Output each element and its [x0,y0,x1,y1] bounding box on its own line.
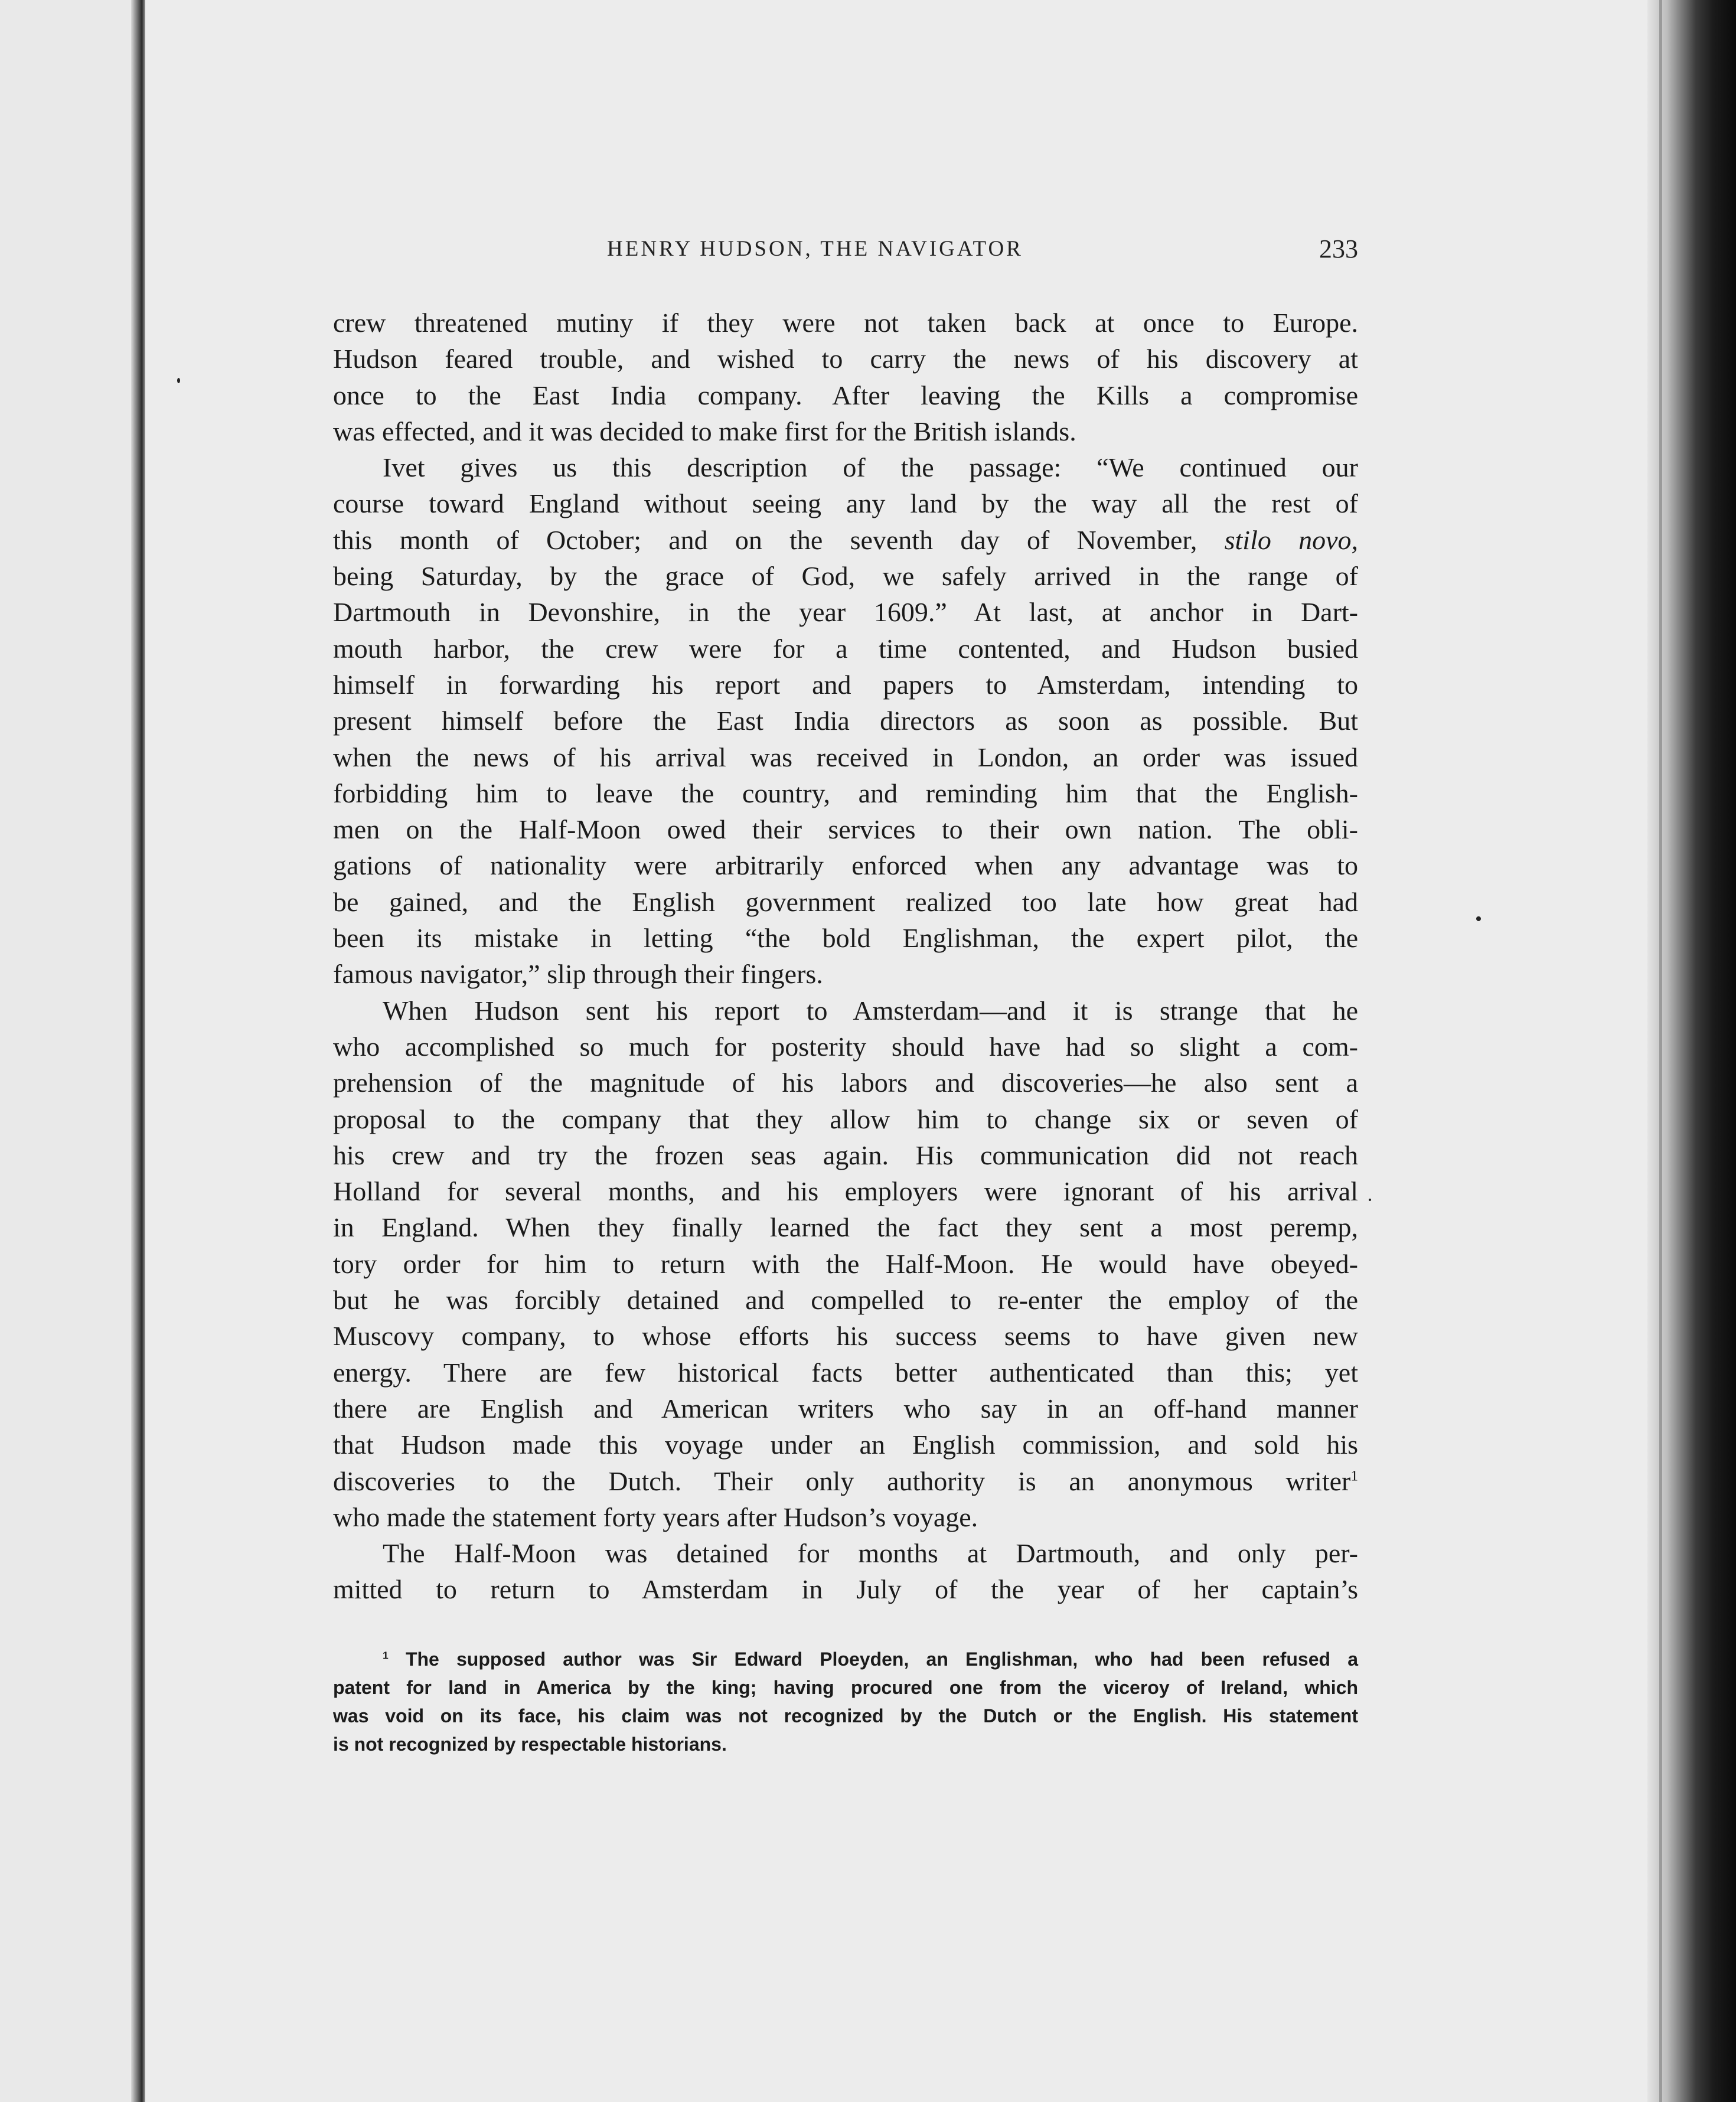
paragraph-start: The Half-Moon was detained for months at Dartmouth, and only per- [383,1538,1358,1569]
text-line: proposal to the company that they allow him to change six or seven of [333,1104,1358,1134]
paragraph-start: When Hudson sent his report to Amsterdam—and it is strange that he [383,995,1358,1026]
running-head: HENRY HUDSON, THE NAVIGATOR [607,237,1023,261]
text-line: Holland for several months, and his employers were ignorant of his arrival [333,1176,1358,1207]
text-line: was effected, and it was decided to make first for the British islands. [333,416,1076,446]
page-edge-shadow [1647,0,1736,2102]
text-line: but he was forcibly detained and compelled to re-enter the employ of the [333,1285,1358,1316]
footnote-line: was void on its face, his claim was not recognized by the Dutch or the English. His statement [333,1705,1358,1726]
footnote-text: The supposed author was Sir Edward Ploeyden, an Englishman, who had been refused a [405,1649,1358,1670]
text-line: in England. When they finally learned the fact they sent a most peremp, [333,1212,1358,1243]
text-line: who accomplished so much for posterity should have had so slight a com- [333,1031,1358,1062]
text-line: tory order for him to return with the Half-Moon. He would have obeyed- [333,1248,1358,1279]
text-line: there are English and American writers who say in an off-hand manner [333,1393,1358,1424]
text-line: men on the Half-Moon owed their services to their own nation. The obli- [333,814,1358,845]
paper-speck [1369,1199,1371,1201]
text-line: be gained, and the English government realized too late how great had [333,886,1358,917]
text-line: energy. There are few historical facts better authenticated than this; yet [333,1357,1358,1388]
footnote-number: 1 [383,1649,389,1662]
text-line: famous navigator,” slip through their fingers. [333,959,823,990]
footnote-line: is not recognized by respectable historians. [333,1734,727,1755]
text-line: that Hudson made this voyage under an English commission, and sold his [333,1429,1358,1460]
text-line: once to the East India company. After leaving the Kills a compromise [333,380,1358,410]
text-line: himself in forwarding his report and papers to Amsterdam, intending to [333,669,1358,700]
text-line: been its mistake in letting “the bold Englishman, the expert pilot, the [333,923,1358,954]
text-line: when the news of his arrival was received in London, an order was issued [333,742,1358,772]
text-line: prehension of the magnitude of his labors and discoveries—he also sent a [333,1068,1358,1098]
text-line: present himself before the East India directors as soon as possible. But [333,706,1358,736]
text-line: his crew and try the frozen seas again. His communication did not reach [333,1140,1358,1170]
footnote-line: patent for land in America by the king; having procured one from the viceroy of Ireland, which [333,1677,1358,1698]
text-segment: this month of October; and on the seventh day of November, [333,524,1197,555]
text-segment: discoveries to the Dutch. Their only authority is an anonymous writer [333,1465,1351,1496]
text-line: gations of nationality were arbitrarily enforced when any advantage was to [333,850,1358,881]
footnote-line [333,1645,1358,1673]
page-number: 233 [1319,234,1358,263]
italic-phrase: stilo novo, [1224,524,1359,555]
footnote-marker: 1 [1350,1467,1358,1484]
text-line: course toward England without seeing any land by the way all the rest of [333,488,1358,519]
text-line: being Saturday, by the grace of God, we safely arrived in the range of [333,561,1358,592]
page-header [333,234,1358,269]
text-line: who made the statement forty years after Hudson’s voyage. [333,1502,978,1532]
text-line: forbidding him to leave the country, and reminding him that the English- [333,778,1358,808]
facing-page-edge [0,0,137,2102]
text-line: Hudson feared trouble, and wished to carry the news of his discovery at [333,344,1358,374]
footnote [333,1645,1358,1758]
text-line: Muscovy company, to whose efforts his success seems to have given new [333,1321,1358,1352]
text-line-with-note [333,1463,1358,1499]
body-text [333,305,1358,1608]
text-line: mitted to return to Amsterdam in July of the year of her captain’s [333,1574,1358,1605]
book-gutter [131,0,146,2102]
text-line: crew threatened mutiny if they were not taken back at once to Europe. [333,308,1358,338]
text-line: Dartmouth in Devonshire, in the year 1609.” At last, at anchor in Dart- [333,597,1358,628]
text-line: mouth harbor, the crew were for a time contented, and Hudson busied [333,633,1358,664]
paragraph-start: Ivet gives us this description of the passage: “We continued our [383,452,1358,483]
paper-speck [177,378,180,383]
paper-speck [1476,916,1481,921]
text-line-with-italic [333,522,1358,558]
